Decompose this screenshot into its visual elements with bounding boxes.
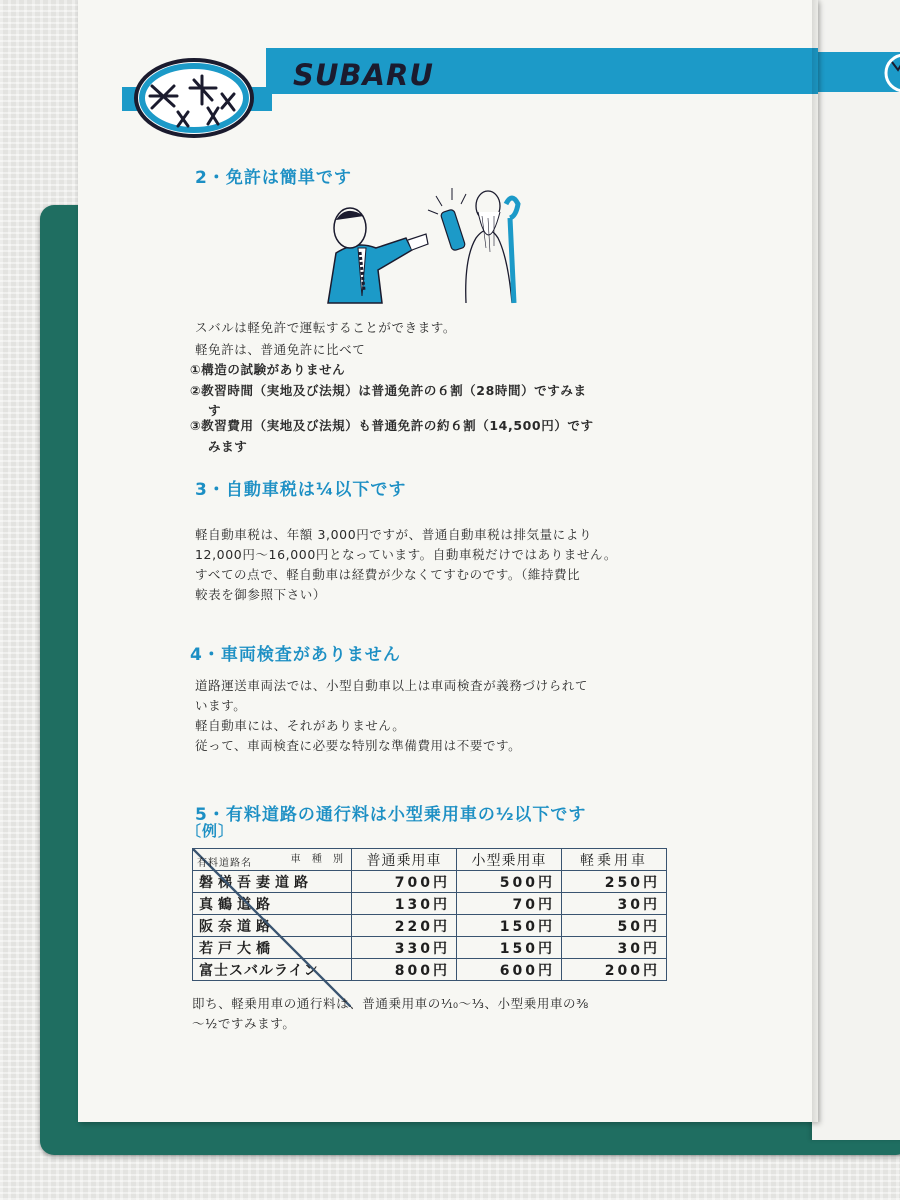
section-3-heading: 3・自動車税は¼以下です	[195, 480, 407, 500]
column-header: 普通乗用車	[352, 849, 457, 871]
fee-cell: 500円	[457, 871, 562, 893]
s2-item-3: ③教習費用（実地及び法規）も普通免許の約６割（14,500円）です	[190, 418, 594, 433]
businessman-and-sage-illustration	[316, 178, 526, 308]
subaru-star-logo-icon	[874, 48, 900, 98]
subaru-star-logo-icon	[122, 46, 272, 141]
fee-cell: 700円	[352, 871, 457, 893]
section-5-heading: 5・有料道路の通行料は小型乗用車の½以下です	[195, 805, 587, 825]
s2-item-3-cont: みます	[208, 439, 248, 454]
s2-item-2-cont: す	[208, 403, 222, 418]
next-page-edge	[812, 0, 900, 1140]
s4-line-2: います。	[195, 698, 247, 713]
s5-footnote-2: ～½ですみます。	[192, 1016, 296, 1031]
fee-cell: 220円	[352, 915, 457, 937]
fee-cell: 150円	[457, 937, 562, 959]
column-header: 小型乗用車	[457, 849, 562, 871]
s3-line-4: 較表を御参照下さい）	[195, 587, 327, 602]
road-name-cell: 真鶴道路	[193, 893, 352, 915]
fee-cell: 200円	[562, 959, 667, 981]
fee-cell: 50円	[562, 915, 667, 937]
road-name-cell: 富士スバルライン	[193, 959, 352, 981]
s3-line-1: 軽自動車税は、年額 3,000円ですが、普通自動車税は排気量により	[195, 527, 593, 542]
column-header: 軽乗用車	[562, 849, 667, 871]
fee-cell: 800円	[352, 959, 457, 981]
brand-wordmark: SUBARU	[293, 58, 434, 92]
s3-line-3: すべての点で、軽自動車は経費が少なくてすむのです。（維持費比	[195, 567, 581, 582]
s4-line-4: 従って、車両検査に必要な特別な準備費用は不要です。	[195, 738, 522, 753]
fee-cell: 30円	[562, 893, 667, 915]
fee-cell: 150円	[457, 915, 562, 937]
s2-line-2: 軽免許は、普通免許に比べて	[195, 342, 366, 357]
page-gutter-shadow	[812, 0, 822, 1122]
table-corner-cell	[193, 849, 352, 871]
section-4-heading: 4・車両検査がありません	[190, 645, 401, 665]
fee-cell: 130円	[352, 893, 457, 915]
fee-cell: 250円	[562, 871, 667, 893]
toll-fee-table	[192, 848, 667, 981]
section-2-heading: 2・免許は簡単です	[195, 168, 352, 188]
fee-cell: 70円	[457, 893, 562, 915]
s4-line-3: 軽自動車には、それがありません。	[195, 718, 406, 733]
s4-line-1: 道路運送車両法では、小型自動車以上は車両検査が義務づけられて	[195, 678, 589, 693]
s2-item-2: ②教習時間（実地及び法規）は普通免許の６割（28時間）ですみま	[190, 383, 587, 398]
road-name-cell: 若戸大橋	[193, 937, 352, 959]
s5-footnote-1: 即ち、軽乗用車の通行料は、普通乗用車の⅒～⅓、小型乗用車の⅜	[192, 996, 589, 1011]
s3-line-2: 12,000円～16,000円となっています。自動車税だけではありません。	[195, 547, 617, 562]
s2-item-1: ①構造の試験がありません	[190, 362, 346, 377]
fee-cell: 600円	[457, 959, 562, 981]
corner-bottom-label: 有料道路名	[197, 858, 252, 869]
example-label: 〔例〕	[186, 822, 235, 840]
fee-cell: 330円	[352, 937, 457, 959]
road-name-cell: 磐梯吾妻道路	[193, 871, 352, 893]
brochure-page	[78, 0, 818, 1122]
s2-line-1: スバルは軽免許で運転することができます。	[195, 320, 457, 335]
fee-cell: 30円	[562, 937, 667, 959]
corner-diagonal	[193, 849, 351, 1007]
road-name-cell: 阪奈道路	[193, 915, 352, 937]
corner-top-label: 車 種 別	[290, 854, 347, 865]
